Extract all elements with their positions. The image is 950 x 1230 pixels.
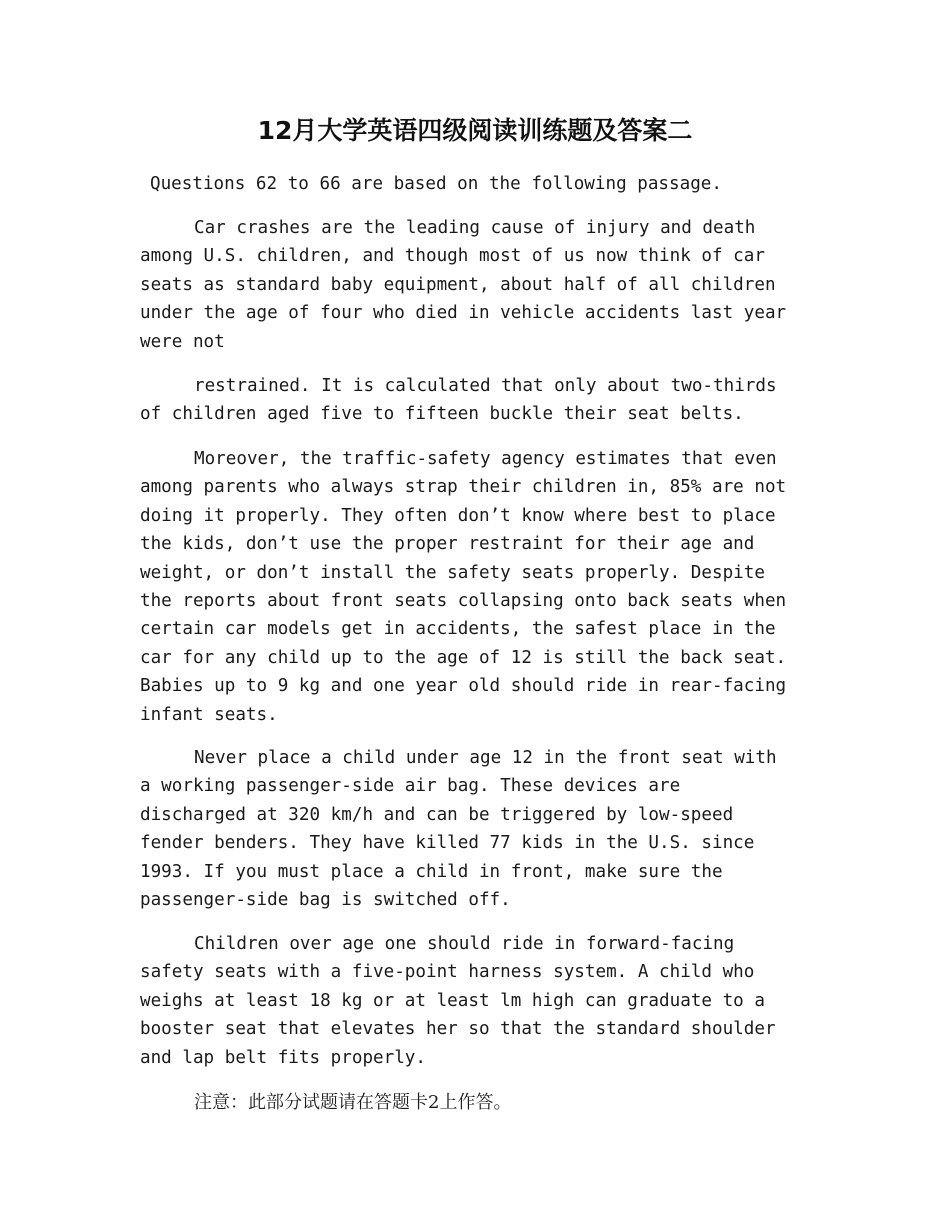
text-line: weighs at least 18 kg or at least lm high can graduate to a (140, 990, 765, 1011)
paragraph-2 (140, 372, 810, 429)
text-line: restrained. It is calculated that only about two-thirds (194, 376, 777, 396)
text-line: a working passenger-side air bag. These devices are (140, 776, 681, 797)
text-line: discharged at 320 km/h and can be triggered by low-speed (140, 804, 734, 825)
paragraph-4 (140, 744, 810, 914)
text-line: infant seats. (140, 704, 278, 725)
text-line: Car crashes are the leading cause of injury and death (194, 218, 756, 238)
text-line: doing it properly. They often don’t know where best to place (140, 505, 776, 526)
paragraph-5 (140, 930, 810, 1072)
text-line: were not (140, 331, 225, 352)
text-line: among U.S. children, and though most of us now think of car (140, 246, 765, 267)
text-line: of children aged five to fifteen buckle their seat belts. (140, 404, 744, 425)
text-line: seats as standard baby equipment, about half of all children (140, 274, 776, 295)
paragraph-3 (140, 445, 810, 729)
text-line: among parents who always strap their children in, 85% are not (140, 477, 787, 498)
paragraph-1 (140, 214, 810, 356)
text-line: Babies up to 9 kg and one year old should ride in rear-facing (140, 676, 787, 697)
text-line: Never place a child under age 12 in the front seat with (194, 748, 777, 768)
text-line: Moreover, the traffic-safety agency estimates that even (194, 449, 777, 469)
text-line: booster seat that elevates her so that the standard shoulder (140, 1019, 776, 1040)
answer-note: 注意：此部分试题请在答题卡2上作答。 (194, 1092, 512, 1113)
text-line: fender benders. They have killed 77 kids in the U.S. since (140, 833, 755, 854)
text-line: and lap belt fits properly. (140, 1047, 426, 1068)
text-line: safety seats with a five-point harness system. A child who (140, 962, 755, 983)
questions-intro: Questions 62 to 66 are based on the following passage. (150, 174, 722, 194)
text-line: the reports about front seats collapsing onto back seats when (140, 590, 787, 611)
text-line: 1993. If you must place a child in front, make sure the (140, 861, 723, 882)
text-line: car for any child up to the age of 12 is still the back seat. (140, 647, 787, 668)
text-line: certain car models get in accidents, the safest place in the (140, 619, 776, 640)
text-line: the kids, don’t use the proper restraint for their age and (140, 534, 755, 555)
document-title: 12月大学英语四级阅读训练题及答案二 (257, 116, 693, 145)
text-line: weight, or don’t install the safety seats properly. Despite (140, 562, 765, 583)
text-line: under the age of four who died in vehicle accidents last year (140, 303, 787, 324)
text-line: passenger-side bag is switched off. (140, 889, 511, 910)
text-line: Children over age one should ride in forward-facing (194, 934, 735, 954)
